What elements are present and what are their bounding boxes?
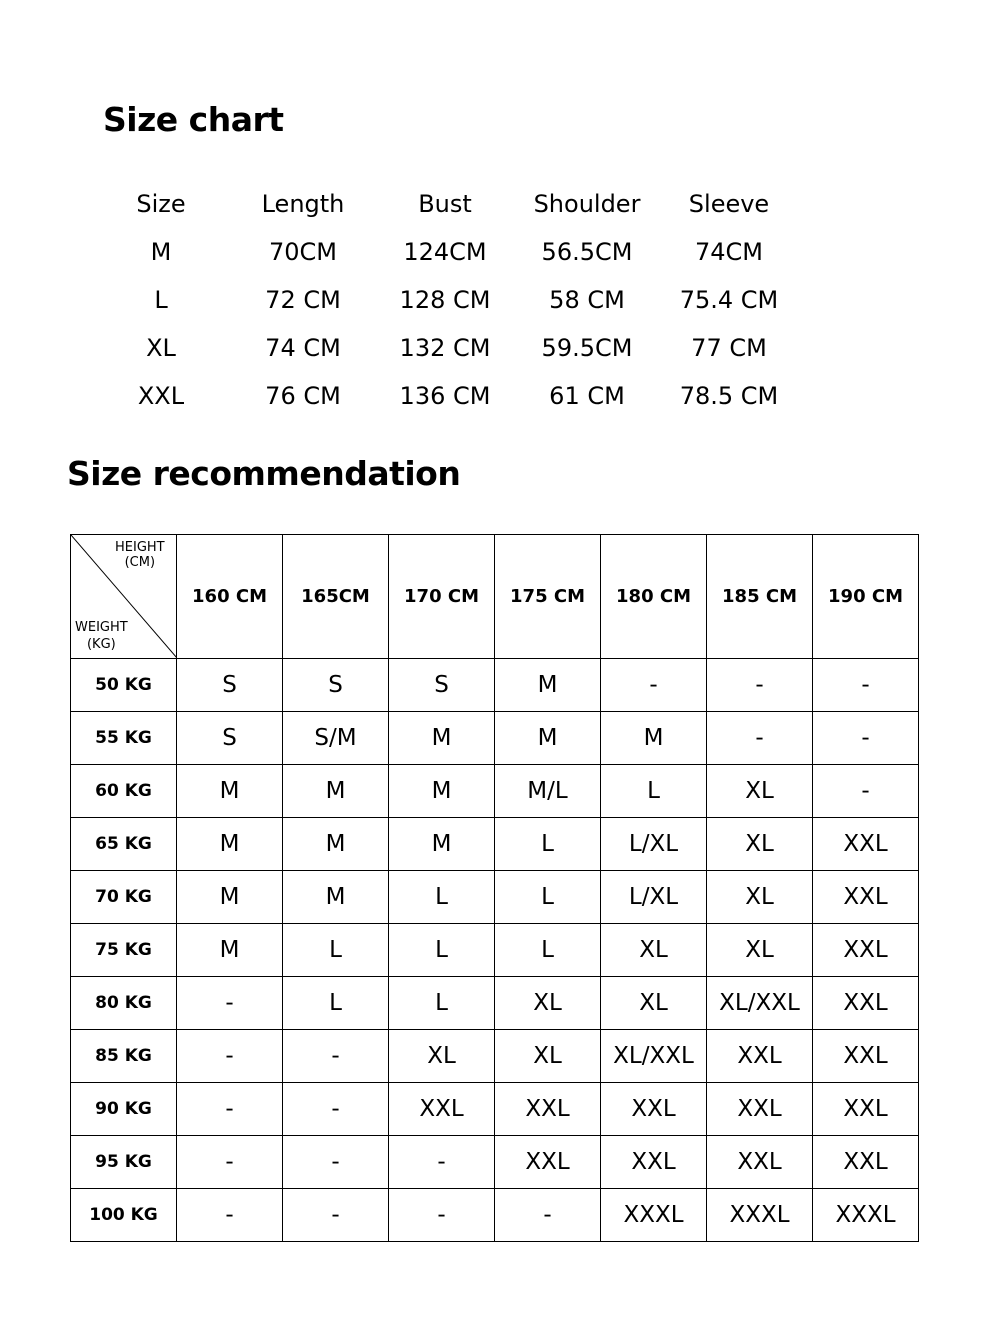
recommended-size-cell: XXL bbox=[813, 1030, 919, 1083]
weight-label-cell: 95 KG bbox=[71, 1136, 177, 1189]
size-chart-cell: 124CM bbox=[403, 238, 487, 266]
size-chart-header-cell: Size bbox=[136, 190, 186, 218]
recommended-size-cell: - bbox=[283, 1136, 389, 1189]
recommended-size-cell: - bbox=[177, 1136, 283, 1189]
recommended-size-cell: M bbox=[389, 765, 495, 818]
size-chart-cell: 61 CM bbox=[549, 382, 625, 410]
recommended-size-cell: - bbox=[177, 1083, 283, 1136]
recommended-size-cell: XL/XXL bbox=[707, 977, 813, 1030]
recommended-size-cell: M bbox=[177, 924, 283, 977]
height-header-row bbox=[71, 535, 919, 659]
recommended-size-cell: L bbox=[389, 977, 495, 1030]
recommended-size-cell: M bbox=[283, 818, 389, 871]
weight-label-cell: 65 KG bbox=[71, 818, 177, 871]
corner-cell bbox=[71, 535, 177, 659]
height-header-cell: 160 CM bbox=[177, 535, 283, 659]
recommended-size-cell: - bbox=[813, 712, 919, 765]
size-chart-cell: 75.4 CM bbox=[679, 286, 779, 314]
recommended-size-cell: XL bbox=[707, 818, 813, 871]
recommended-size-cell: XXXL bbox=[707, 1189, 813, 1242]
size-chart-header-cell: Bust bbox=[418, 190, 472, 218]
recommended-size-cell: XL bbox=[707, 871, 813, 924]
recommended-size-cell: S bbox=[283, 659, 389, 712]
recommended-size-cell: XL bbox=[601, 977, 707, 1030]
weight-row bbox=[71, 924, 919, 977]
recommended-size-cell: S bbox=[177, 659, 283, 712]
recommended-size-cell: L bbox=[495, 818, 601, 871]
weight-row bbox=[71, 1083, 919, 1136]
recommended-size-cell: - bbox=[177, 1030, 283, 1083]
recommended-size-cell: XXL bbox=[601, 1083, 707, 1136]
recommended-size-cell: M bbox=[177, 765, 283, 818]
size-recommendation-title: Size recommendation bbox=[67, 454, 461, 493]
size-chart-cell: M bbox=[150, 238, 172, 266]
recommended-size-cell: XXL bbox=[389, 1083, 495, 1136]
recommended-size-cell: - bbox=[495, 1189, 601, 1242]
recommended-size-cell: L bbox=[495, 924, 601, 977]
height-header-cell: 175 CM bbox=[495, 535, 601, 659]
weight-row bbox=[71, 871, 919, 924]
recommended-size-cell: XXL bbox=[495, 1136, 601, 1189]
recommended-size-cell: - bbox=[389, 1136, 495, 1189]
height-header-cell: 180 CM bbox=[601, 535, 707, 659]
weight-label-cell: 60 KG bbox=[71, 765, 177, 818]
size-chart-header-cell: Sleeve bbox=[688, 190, 770, 218]
recommended-size-cell: XXL bbox=[813, 1083, 919, 1136]
weight-row bbox=[71, 765, 919, 818]
size-chart-table bbox=[90, 180, 800, 420]
weight-row bbox=[71, 977, 919, 1030]
recommended-size-cell: XL bbox=[495, 1030, 601, 1083]
recommended-size-cell: - bbox=[707, 712, 813, 765]
recommended-size-cell: XXL bbox=[813, 977, 919, 1030]
size-chart-cell: 56.5CM bbox=[541, 238, 633, 266]
size-chart-cell: 78.5 CM bbox=[679, 382, 779, 410]
size-chart-cell: 74 CM bbox=[265, 334, 341, 362]
weight-label-cell: 55 KG bbox=[71, 712, 177, 765]
size-chart-cell: 70CM bbox=[268, 238, 337, 266]
recommended-size-cell: XXXL bbox=[813, 1189, 919, 1242]
recommended-size-cell: XXL bbox=[813, 818, 919, 871]
recommended-size-cell: M bbox=[283, 765, 389, 818]
recommended-size-cell: - bbox=[177, 977, 283, 1030]
recommended-size-cell: M bbox=[495, 712, 601, 765]
size-chart-cell: 132 CM bbox=[399, 334, 491, 362]
weight-row bbox=[71, 1030, 919, 1083]
recommended-size-cell: M bbox=[601, 712, 707, 765]
weight-label-cell: 50 KG bbox=[71, 659, 177, 712]
height-header-cell: 190 CM bbox=[813, 535, 919, 659]
recommended-size-cell: L bbox=[389, 924, 495, 977]
weight-label-cell: 75 KG bbox=[71, 924, 177, 977]
size-chart-cell: 136 CM bbox=[399, 382, 491, 410]
recommended-size-cell: M/L bbox=[495, 765, 601, 818]
recommended-size-cell: - bbox=[283, 1030, 389, 1083]
size-chart-cell: 128 CM bbox=[399, 286, 491, 314]
weight-row bbox=[71, 818, 919, 871]
recommended-size-cell: M bbox=[177, 871, 283, 924]
recommended-size-cell: S bbox=[389, 659, 495, 712]
recommended-size-cell: XL bbox=[389, 1030, 495, 1083]
recommended-size-cell: XXL bbox=[813, 1136, 919, 1189]
weight-row bbox=[71, 712, 919, 765]
size-chart-row bbox=[90, 372, 800, 420]
weight-label-cell: 70 KG bbox=[71, 871, 177, 924]
height-header-cell: 165CM bbox=[283, 535, 389, 659]
recommended-size-cell: XL/XXL bbox=[601, 1030, 707, 1083]
recommended-size-cell: S/M bbox=[283, 712, 389, 765]
recommended-size-cell: XXL bbox=[707, 1136, 813, 1189]
recommended-size-cell: - bbox=[389, 1189, 495, 1242]
recommended-size-cell: - bbox=[813, 765, 919, 818]
weight-label: WEIGHT bbox=[75, 620, 128, 635]
size-chart-header-row bbox=[90, 180, 800, 228]
height-header-cell: 170 CM bbox=[389, 535, 495, 659]
recommended-size-cell: XXL bbox=[707, 1083, 813, 1136]
height-unit: (CM) bbox=[124, 555, 156, 570]
recommended-size-cell: XL bbox=[601, 924, 707, 977]
weight-label-cell: 90 KG bbox=[71, 1083, 177, 1136]
recommended-size-cell: - bbox=[813, 659, 919, 712]
weight-row bbox=[71, 1136, 919, 1189]
size-chart-cell: XXL bbox=[137, 382, 185, 410]
recommended-size-cell: L bbox=[283, 977, 389, 1030]
recommended-size-cell: S bbox=[177, 712, 283, 765]
weight-row bbox=[71, 659, 919, 712]
recommended-size-cell: XXL bbox=[813, 924, 919, 977]
weight-label-cell: 100 KG bbox=[71, 1189, 177, 1242]
size-chart-header-cell: Shoulder bbox=[533, 190, 641, 218]
weight-unit: (KG) bbox=[86, 637, 116, 652]
recommended-size-cell: XL bbox=[707, 765, 813, 818]
recommended-size-cell: XXL bbox=[495, 1083, 601, 1136]
size-recommendation-table bbox=[70, 534, 919, 1242]
size-chart-row bbox=[90, 228, 800, 276]
size-chart-row bbox=[90, 276, 800, 324]
size-chart-cell: 58 CM bbox=[549, 286, 625, 314]
recommended-size-cell: - bbox=[283, 1083, 389, 1136]
size-chart-cell: 74CM bbox=[694, 238, 763, 266]
weight-label-cell: 85 KG bbox=[71, 1030, 177, 1083]
recommended-size-cell: - bbox=[601, 659, 707, 712]
recommended-size-cell: XXXL bbox=[601, 1189, 707, 1242]
recommended-size-cell: L bbox=[283, 924, 389, 977]
recommended-size-cell: XL bbox=[707, 924, 813, 977]
recommended-size-cell: M bbox=[495, 659, 601, 712]
size-chart-row bbox=[90, 324, 800, 372]
height-label: HEIGHT bbox=[115, 540, 165, 555]
recommended-size-cell: - bbox=[177, 1189, 283, 1242]
size-chart-cell: L bbox=[154, 286, 168, 314]
size-chart-cell: 77 CM bbox=[691, 334, 767, 362]
recommended-size-cell: XXL bbox=[707, 1030, 813, 1083]
recommended-size-cell: L/XL bbox=[601, 818, 707, 871]
recommended-size-cell: XXL bbox=[813, 871, 919, 924]
recommended-size-cell: - bbox=[707, 659, 813, 712]
recommended-size-cell: L/XL bbox=[601, 871, 707, 924]
weight-label-cell: 80 KG bbox=[71, 977, 177, 1030]
recommended-size-cell: L bbox=[495, 871, 601, 924]
recommended-size-cell: M bbox=[389, 712, 495, 765]
height-header-cell: 185 CM bbox=[707, 535, 813, 659]
recommended-size-cell: M bbox=[283, 871, 389, 924]
recommended-size-cell: XXL bbox=[601, 1136, 707, 1189]
recommended-size-cell: XL bbox=[495, 977, 601, 1030]
size-chart-cell: 59.5CM bbox=[541, 334, 633, 362]
recommended-size-cell: M bbox=[389, 818, 495, 871]
recommended-size-cell: M bbox=[177, 818, 283, 871]
size-chart-header-cell: Length bbox=[261, 190, 345, 218]
weight-row bbox=[71, 1189, 919, 1242]
size-chart-cell: 72 CM bbox=[265, 286, 341, 314]
size-chart-title: Size chart bbox=[103, 100, 284, 139]
recommended-size-cell: L bbox=[389, 871, 495, 924]
recommended-size-cell: - bbox=[283, 1189, 389, 1242]
size-chart-cell: XL bbox=[146, 334, 176, 362]
recommended-size-cell: L bbox=[601, 765, 707, 818]
size-chart-cell: 76 CM bbox=[265, 382, 341, 410]
